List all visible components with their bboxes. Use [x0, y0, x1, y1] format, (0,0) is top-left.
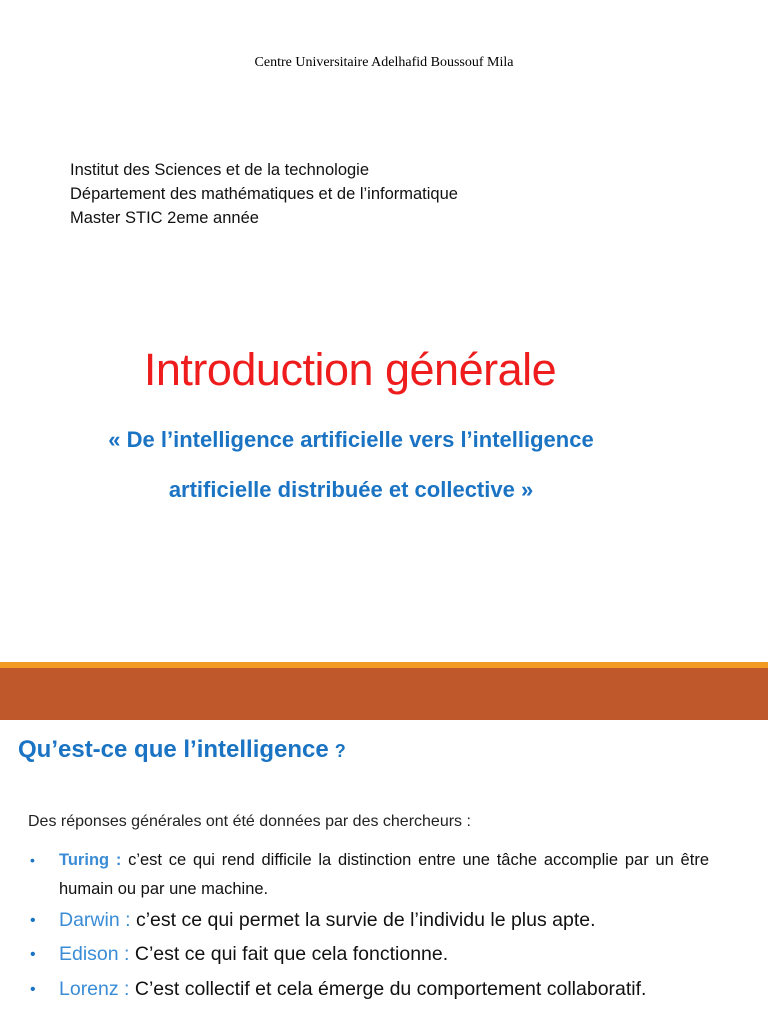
- bullet-icon: •: [30, 946, 36, 963]
- subtitle-line-2: artificielle distribuée et collective »: [168, 477, 534, 502]
- section-heading-text: Qu’est-ce que l’intelligence: [18, 736, 329, 763]
- program-line: Master STIC 2eme année: [70, 209, 259, 227]
- bullet-icon: •: [30, 981, 36, 998]
- researcher-definition: C’est ce qui fait que cela fonctionne.: [129, 943, 449, 965]
- header-band: [0, 668, 768, 720]
- institute-line: Institut des Sciences et de la technologie: [70, 161, 370, 179]
- researcher-name: Turing :: [59, 851, 122, 869]
- bullet-icon: •: [30, 852, 35, 868]
- researcher-name: Darwin :: [59, 909, 131, 931]
- intro-text: Des réponses générales ont été données par des chercheurs :: [28, 813, 471, 830]
- institution-name: Centre Universitaire Adelhafid Boussouf Mila: [254, 55, 514, 70]
- bullet-icon: •: [30, 912, 36, 929]
- question-mark: ?: [334, 741, 346, 761]
- researcher-definition: C’est collectif et cela émerge du comportement collaboratif.: [129, 978, 647, 1000]
- researcher-definition: c’est ce qui rend difficile la distinction entre une tâche accomplie par un être humain ou par une machine.: [59, 851, 709, 898]
- section-heading: [18, 736, 346, 764]
- page-title: Introduction générale: [143, 344, 557, 395]
- department-line: Département des mathématiques et de l’informatique: [70, 185, 458, 203]
- researcher-name: Edison :: [59, 943, 130, 965]
- researcher-definition: c’est ce qui permet la survie de l’individu le plus apte.: [130, 909, 596, 931]
- subtitle-line-1: « De l’intelligence artificielle vers l’intelligence: [108, 427, 594, 452]
- researcher-name: Lorenz :: [59, 978, 130, 1000]
- department-block: [70, 158, 458, 230]
